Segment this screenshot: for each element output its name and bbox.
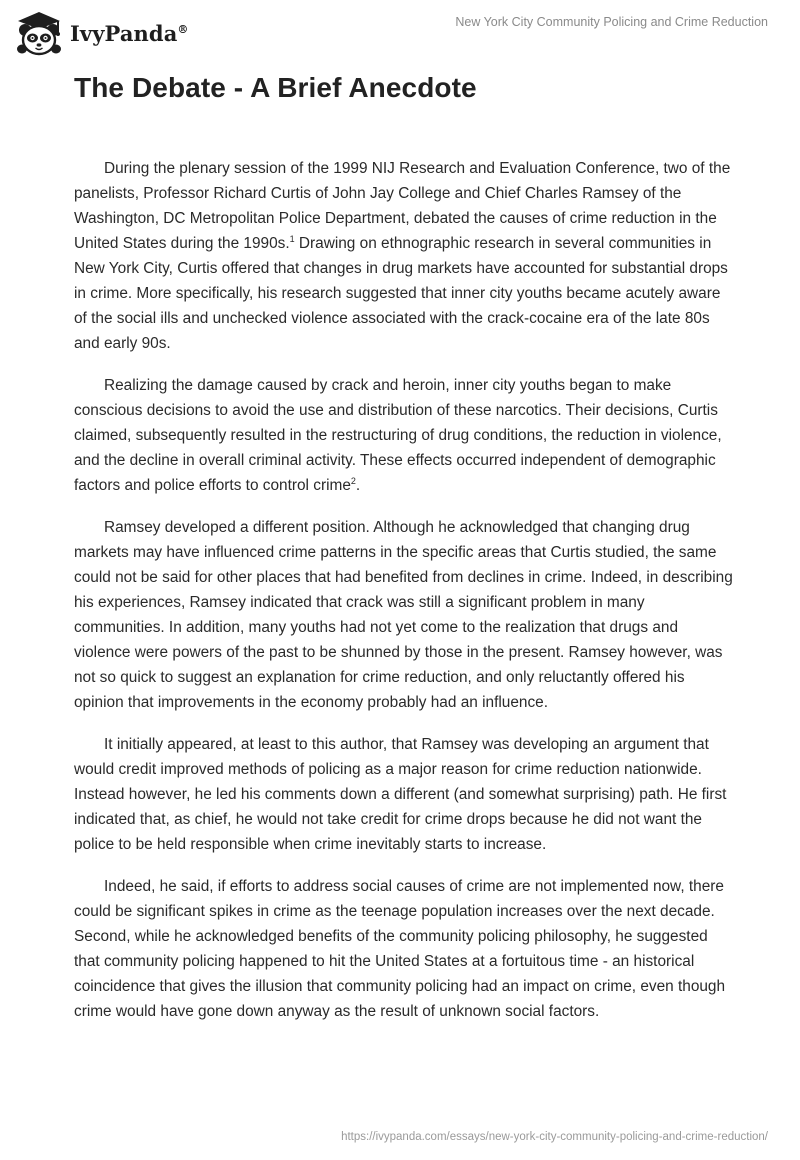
page-title: The Debate - A Brief Anecdote <box>74 72 477 103</box>
paragraph-1: During the plenary session of the 1999 NIJ Research and Evaluation Conference, two of the panelists, Professor Richard Curtis of John Jay College and Chief Charles Ramsey of the Washington, DC Metropolitan Police Department, debated the causes of crime reduction in the United States during the 1990s.$^1$ Drawing on ethnographic research in several communities in New York City, Curtis offered that changes in drug markets have accounted for substantial drops in crime. More specifically, his research suggested that inner city youths became acutely aware of the social ills and unchecked violence associated with the crack-cocaine era of the late 80s and early 90s. <box>74 160 731 352</box>
article-body <box>74 156 734 1041</box>
paragraph-2: Realizing the damage caused by crack and heroin, inner city youths began to make conscious decisions to avoid the use and distribution of these narcotics. Their decisions, Curtis claimed, subsequently resulted in the restructuring of drug conditions, the reduction in violence, and the decline in overall criminal activity. These effects occurred independent of demographic factors and police efforts to control crime$^2$. <box>74 377 722 494</box>
paragraph-5: Indeed, he said, if efforts to address social causes of crime are not implemented now, there could be significant spikes in crime as the teenage population increases over the next decade. Second, while he acknowledged benefits of the community policing philosophy, he suggested that community policing happened to hit the United States at a fortuitous time - an historical coincidence that gives the illusion that community policing had an impact on crime, even though crime would have gone down anyway as the result of unknown social factors. <box>74 878 726 1020</box>
footnote-ref-1[interactable]: 1 <box>289 233 295 244</box>
registered-mark: ® <box>177 22 189 36</box>
running-title: New York City Community Policing and Crime Reduction <box>455 15 768 29</box>
page-header <box>0 0 800 70</box>
paragraph-3: Ramsey developed a different position. Although he acknowledged that changing drug markets may have influenced crime patterns in the specific areas that Curtis studied, the same could not be said for other places that had benefited from declines in crime. Indeed, in describing his experiences, Ramsey indicated that crack was still a significant problem in many communities. In addition, many youths had not yet come to the realization that drugs and violence were powers of the past to be shunned by those in the present. Ramsey however, was not so quick to suggest an explanation for crime reduction, and only reluctantly offered his opinion that improvements in the economy probably had an influence. <box>74 519 733 711</box>
paragraph-4: It initially appeared, at least to this author, that Ramsey was developing an argument that would credit improved methods of policing as a major reason for crime reduction nationwide. Instead however, he led his comments down a different (and somewhat surprising) path. He first indicated that, as chief, he would not take credit for crime drops because he did not want the police to be held responsible when crime inevitably starts to increase. <box>74 736 727 853</box>
brand-name: IvyPanda® <box>70 20 189 46</box>
ivypanda-logo[interactable] <box>14 10 189 56</box>
panda-graduate-icon <box>14 10 64 56</box>
footnote-ref-2[interactable]: 2 <box>350 475 356 486</box>
source-url[interactable]: https://ivypanda.com/essays/new-york-city-community-policing-and-crime-reduction/ <box>341 1131 768 1143</box>
